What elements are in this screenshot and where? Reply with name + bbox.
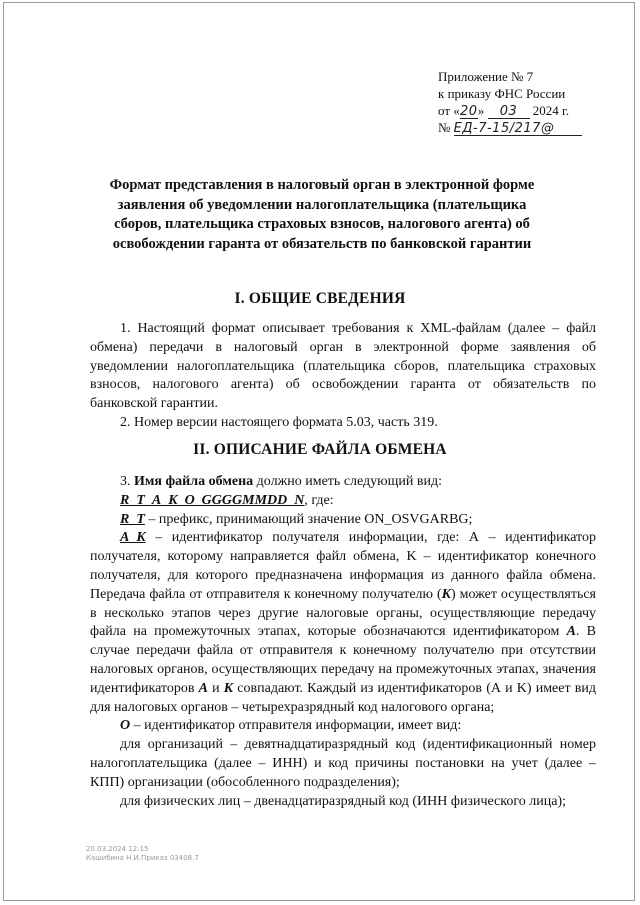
- paragraph-1: 1. Настоящий формат описывает требования к XML-файлам (далее – файл обмена) передачи в налоговый орган в электронной форме заявления об уведомлении налогоплательщика (плательщика сборов, плательщика страховых взносов, налогового агента) об освобождении гаранта от обязательств по банковской гарантии.: [90, 321, 596, 412]
- individual-code: для физических лиц – двенадцатиразрядный код (ИНН физического лица);: [120, 793, 566, 809]
- footer-note: [86, 845, 199, 863]
- file-name-term: Имя файла обмена: [134, 474, 254, 489]
- footer-timestamp: 20.03.2024 12:15: [86, 845, 149, 853]
- order-number-handwritten: ЕД-7-15/217@: [454, 122, 582, 136]
- section-2-heading: II. ОПИСАНИЕ ФАЙЛА ОБМЕНА: [193, 441, 447, 458]
- section-1-heading: I. ОБЩИЕ СВЕДЕНИЯ: [234, 290, 406, 307]
- paragraph-2: 2. Номер версии настоящего формата 5.03, часть 319.: [120, 414, 438, 430]
- paragraph-3: 3. Имя файла обмена должно иметь следующий вид:: [120, 474, 443, 489]
- order-number: № ЕД-7-15/217@: [438, 119, 628, 136]
- document-title: Формат представления в налоговый орган в электронной форме заявления об уведомлении налогоплательщика (плательщика сборов, плательщика страховых взносов, налогового агента) об освобождении гаранта от обязательств по банковской гарантии: [109, 177, 535, 252]
- order-month: 03: [488, 105, 530, 119]
- order-year: 2024 г.: [532, 103, 570, 118]
- footer-author: Кашибина Н.И.Приказ 03408.7: [86, 854, 199, 862]
- prefix-definition: R_T – префикс, принимающий значение ON_OSVGARBG;: [120, 511, 473, 527]
- section-1-body: [90, 320, 596, 433]
- file-name-pattern: R_T_A_K_O_GGGGMMDD_N, где:: [120, 492, 334, 508]
- order-reference: к приказу ФНС России: [438, 86, 566, 101]
- organization-code: для организаций – девятнадцатиразрядный код (идентификационный номер налогоплательщика (далее – ИНН) и код причины постановки на учет (далее – КПП) организации (обособленного подразделения);: [90, 737, 596, 790]
- order-date: от «20» 03 2024 г.: [438, 103, 570, 119]
- section-2-body: [90, 473, 596, 811]
- sender-definition: O – идентификатор отправителя информации, имеет вид:: [120, 718, 462, 734]
- appendix-stamp: [438, 68, 628, 136]
- recipient-definition: A_K – идентификатор получателя информации, где: А – идентификатор получателя, которому направляется файл обмена, K – идентификатор конечного получателя, для которого предназначена информация из данного файла обмена. Передача файла от отправителя к конечному получателю (K) может осуществляться в несколько этапов через другие налоговые органы, осуществляющие передачу файла на промежуточных этапах, которые обозначаются идентификатором А. В случае передачи файла от отправителя к конечному получателю при отсутствии налоговых органов, осуществляющих передачу на промежуточных этапах, значения идентификаторов А и K совпадают. Каждый из идентификаторов (А и K) имеет вид для налоговых органов – четырехразрядный код налогового органа;: [90, 530, 596, 715]
- order-day: 20: [459, 104, 478, 119]
- appendix-number: Приложение № 7: [438, 69, 534, 84]
